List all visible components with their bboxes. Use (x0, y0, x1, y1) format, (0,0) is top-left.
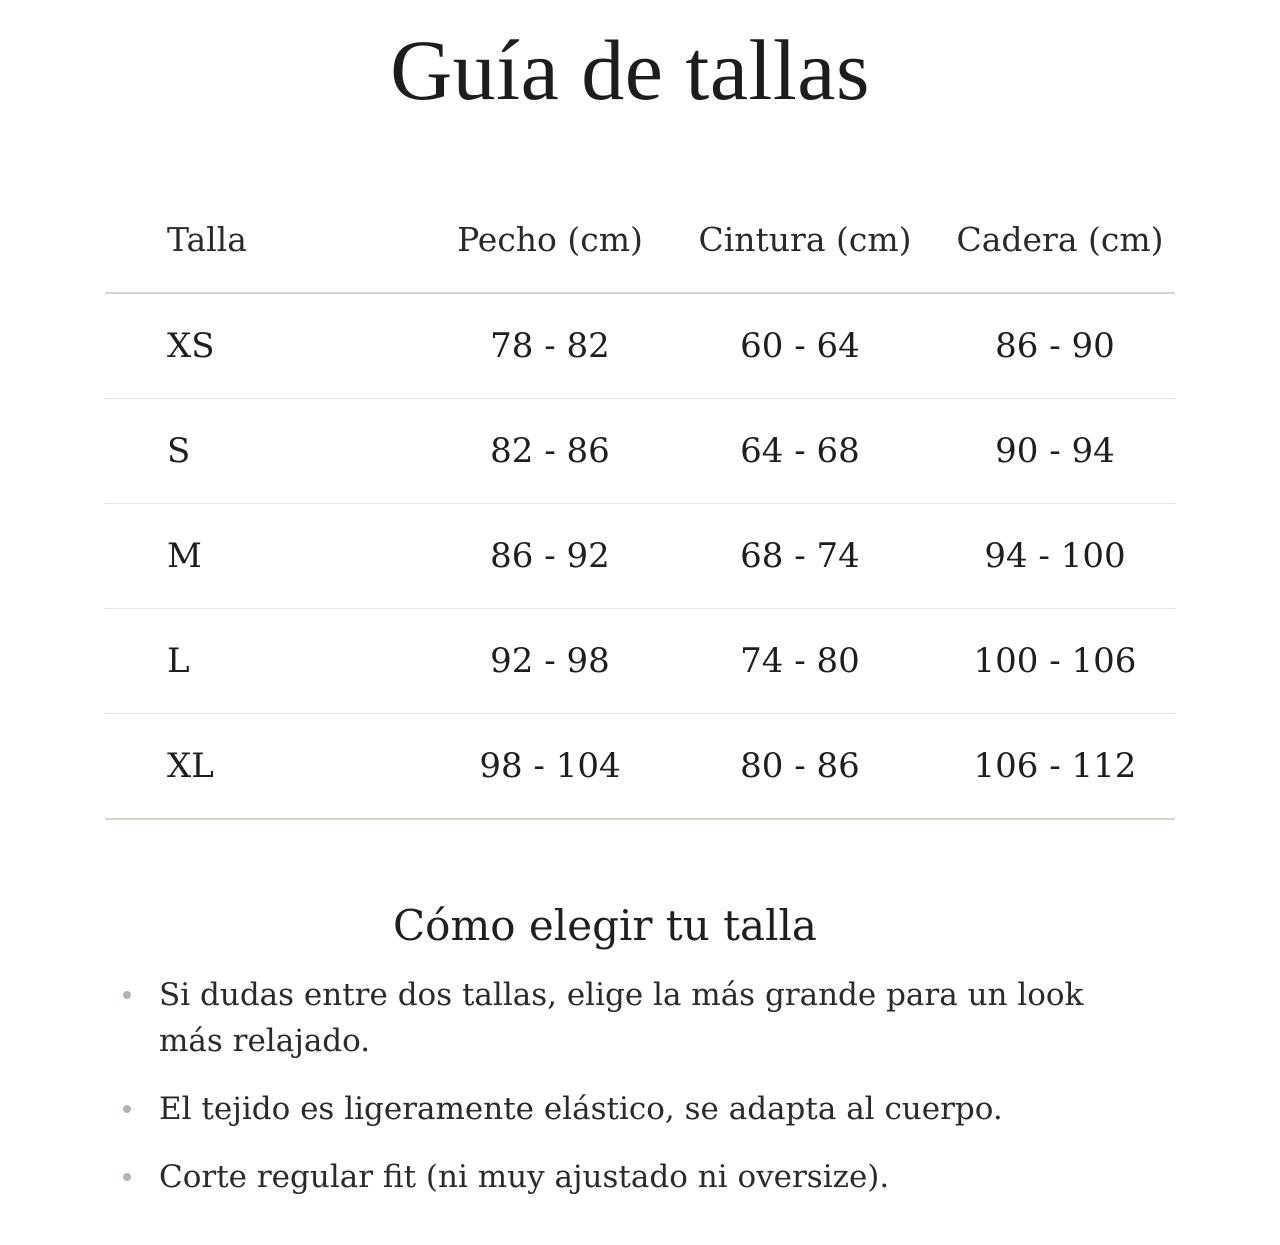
waist-cell: 74 - 80 (740, 641, 860, 681)
chest-cell: 98 - 104 (479, 746, 621, 786)
size-cell: L (167, 641, 190, 681)
chest-cell: 78 - 82 (490, 326, 610, 366)
header-waist: Cintura (cm) (698, 219, 912, 259)
waist-cell: 64 - 68 (740, 431, 860, 471)
header-hip: Cadera (cm) (956, 219, 1164, 259)
table-row (105, 609, 1175, 714)
waist-cell: 68 - 74 (740, 536, 860, 576)
tip-item (120, 972, 1130, 1064)
chest-cell: 86 - 92 (490, 536, 610, 576)
table-row (105, 504, 1175, 609)
size-cell: M (167, 536, 202, 576)
waist-cell: 80 - 86 (740, 746, 860, 786)
header-size: Talla (167, 219, 247, 259)
how-to-choose-title: Cómo elegir tu talla (393, 901, 817, 950)
tip-text: Corte regular fit (ni muy ajustado ni oversize). (159, 1159, 890, 1195)
table-header-row (105, 190, 1175, 294)
tip-item (120, 1086, 1130, 1132)
hip-cell: 106 - 112 (973, 746, 1137, 786)
chest-cell: 92 - 98 (490, 641, 610, 681)
size-cell: S (167, 431, 191, 471)
bullet-icon (123, 1173, 131, 1181)
hip-cell: 94 - 100 (984, 536, 1126, 576)
waist-cell: 60 - 64 (740, 326, 860, 366)
size-cell: XS (167, 326, 215, 366)
size-table (105, 190, 1175, 820)
tip-text: El tejido es ligeramente elástico, se adapta al cuerpo. (159, 1091, 1003, 1127)
hip-cell: 86 - 90 (995, 326, 1115, 366)
table-row (105, 714, 1175, 820)
size-cell: XL (167, 746, 214, 786)
tip-item (120, 1154, 1130, 1200)
bullet-icon (123, 991, 131, 999)
page-title: Guía de tallas (390, 22, 870, 118)
header-chest: Pecho (cm) (457, 219, 643, 259)
tip-text: Si dudas entre dos tallas, elige la más grande para un look más relajado. (159, 977, 1084, 1059)
table-row (105, 399, 1175, 504)
bullet-icon (123, 1105, 131, 1113)
tips-list (120, 972, 1130, 1222)
hip-cell: 90 - 94 (995, 431, 1115, 471)
hip-cell: 100 - 106 (973, 641, 1137, 681)
table-row (105, 294, 1175, 399)
chest-cell: 82 - 86 (490, 431, 610, 471)
